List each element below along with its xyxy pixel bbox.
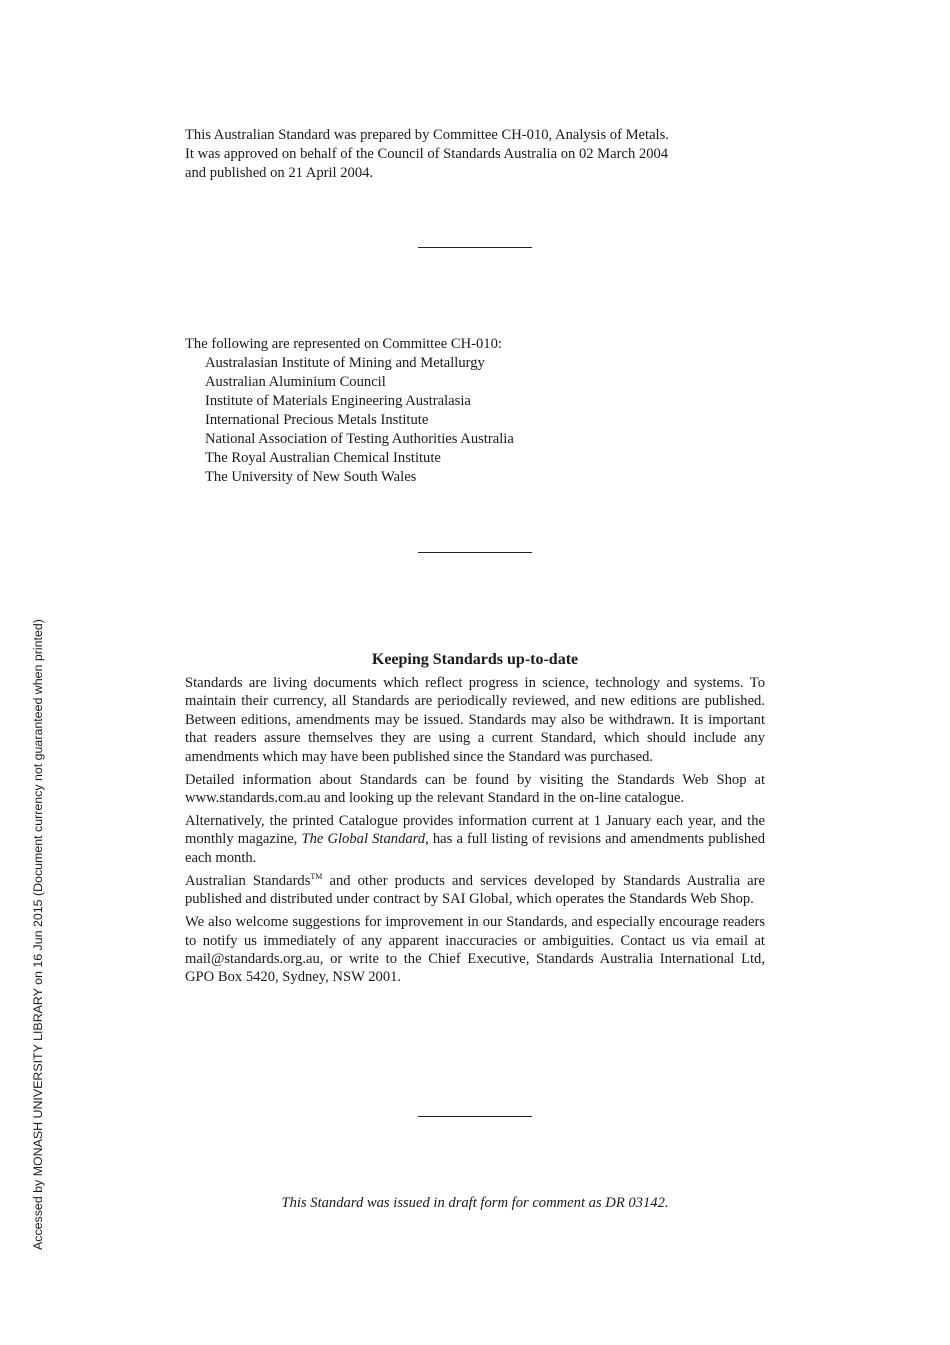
committee-member: Australasian Institute of Mining and Metallurgy <box>205 355 485 371</box>
committee-member: The Royal Australian Chemical Institute <box>205 450 441 466</box>
committee-member: International Precious Metals Institute <box>205 412 429 428</box>
access-watermark: Accessed by MONASH UNIVERSITY LIBRARY on 16 Jun 2015 (Document currency not guaranteed when printed) <box>31 619 45 1250</box>
keeping-standards-heading: Keeping Standards up-to-date <box>371 651 579 668</box>
paragraph <box>185 872 765 909</box>
paragraph: We also welcome suggestions for improvement in our Standards, and especially encourage readers to notify us immediately of any apparent inaccuracies or ambiguities. Contact us via email at mail@standards.org.au, or write to the Chief Executive, Standards Australia International Ltd, GPO Box 5420, Sydney, NSW 2001. <box>185 914 765 986</box>
keeping-standards-body <box>185 674 765 991</box>
committee-list <box>185 335 765 487</box>
preparation-line: and published on 21 April 2004. <box>185 165 374 181</box>
committee-member: The University of New South Wales <box>205 469 417 485</box>
paragraph-text: Australian Standards <box>185 872 311 889</box>
committee-member: Australian Aluminium Council <box>205 374 386 390</box>
trademark-mark: TM <box>310 871 323 881</box>
committee-member: Institute of Materials Engineering Australasia <box>205 393 471 409</box>
paragraph-text: , has a full listing of revisions and amendments published each month. <box>185 831 765 866</box>
paragraph-text: Alternatively, the printed Catalogue provides information current at 1 January each year, and the monthly magazine, <box>185 813 765 848</box>
committee-intro: The following are represented on Committee CH-010: <box>185 336 502 352</box>
paragraph <box>185 812 765 867</box>
magazine-title: The Global Standard <box>301 831 426 848</box>
paragraph-text: and other products and services developed by Standards Australia are published and distributed under contract by SAI Global, which operates the Standards Web Shop. <box>185 872 765 908</box>
divider <box>418 1116 532 1117</box>
divider <box>418 552 532 553</box>
committee-member: National Association of Testing Authorities Australia <box>205 431 514 447</box>
draft-note: This Standard was issued in draft form for comment as DR 03142. <box>281 1195 669 1211</box>
paragraph: Detailed information about Standards can be found by visiting the Standards Web Shop at www.standards.com.au and looking up the relevant Standard in the on-line catalogue. <box>185 771 765 807</box>
divider <box>418 247 532 248</box>
preparation-statement <box>185 126 765 183</box>
preparation-line: This Australian Standard was prepared by Committee CH-010, Analysis of Metals. <box>185 127 669 143</box>
paragraph: Standards are living documents which reflect progress in science, technology and systems. To maintain their currency, all Standards are periodically reviewed, and new editions are published. Between editions, amendments may be issued. Standards may also be withdrawn. It is important that readers assure themselves they are using a current Standard, which should include any amendments which may have been published since the Standard was purchased. <box>185 675 765 765</box>
preparation-line: It was approved on behalf of the Council of Standards Australia on 02 March 2004 <box>185 146 669 162</box>
